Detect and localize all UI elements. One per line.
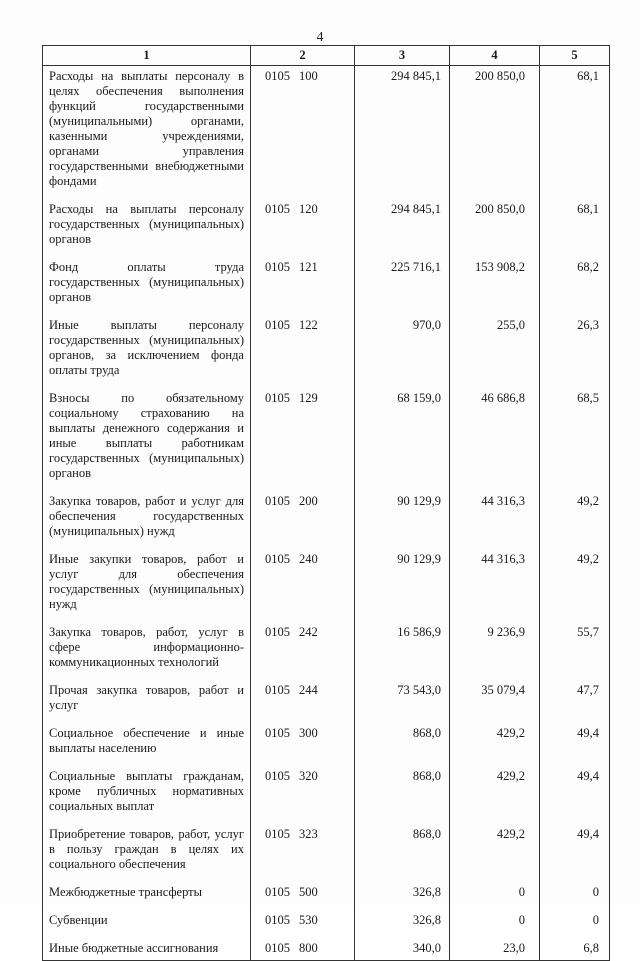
execution-percent: 0 [540, 913, 610, 941]
planned-amount: 340,0 [355, 941, 450, 961]
expense-type-code: 129 [299, 391, 318, 405]
row-code [251, 625, 355, 683]
execution-percent: 49,2 [540, 494, 610, 552]
section-code: 0105 [265, 260, 290, 274]
table-body [43, 66, 610, 961]
table-row [43, 552, 610, 625]
row-name: Иные закупки товаров, работ и услуг для обеспечения государственных (муниципальных) нужд [43, 552, 251, 625]
row-name: Расходы на выплаты персоналу в целях обеспечения выполнения функций государственными (муниципальными) органами, казенными учреждениями, органами управления государственными внебюджетными фондами [43, 66, 251, 203]
planned-amount: 294 845,1 [355, 202, 450, 260]
row-name: Фонд оплаты труда государственных (муниципальных) органов [43, 260, 251, 318]
expense-type-code: 120 [299, 202, 318, 216]
row-code [251, 941, 355, 961]
table-row [43, 827, 610, 885]
planned-amount: 73 543,0 [355, 683, 450, 726]
section-code: 0105 [265, 625, 290, 639]
section-code: 0105 [265, 726, 290, 740]
planned-amount: 90 129,9 [355, 494, 450, 552]
budget-table [42, 45, 610, 961]
row-name: Социальные выплаты гражданам, кроме публичных нормативных социальных выплат [43, 769, 251, 827]
executed-amount: 35 079,4 [450, 683, 540, 726]
table-row [43, 318, 610, 391]
execution-percent: 49,4 [540, 769, 610, 827]
row-name: Субвенции [43, 913, 251, 941]
table-row [43, 769, 610, 827]
row-name: Прочая закупка товаров, работ и услуг [43, 683, 251, 726]
row-name: Иные выплаты персоналу государственных (муниципальных) органов, за исключением фонда оплаты труда [43, 318, 251, 391]
row-code [251, 66, 355, 203]
planned-amount: 326,8 [355, 913, 450, 941]
planned-amount: 326,8 [355, 885, 450, 913]
section-code: 0105 [265, 494, 290, 508]
planned-amount: 16 586,9 [355, 625, 450, 683]
row-code [251, 726, 355, 769]
row-name: Иные бюджетные ассигнования [43, 941, 251, 961]
executed-amount: 44 316,3 [450, 494, 540, 552]
execution-percent: 55,7 [540, 625, 610, 683]
row-code [251, 885, 355, 913]
column-header: 1 [43, 46, 251, 66]
section-code: 0105 [265, 885, 290, 899]
expense-type-code: 200 [299, 494, 318, 508]
executed-amount: 44 316,3 [450, 552, 540, 625]
table-header-row [43, 46, 610, 66]
table-row [43, 494, 610, 552]
table-row [43, 66, 610, 203]
executed-amount: 255,0 [450, 318, 540, 391]
planned-amount: 970,0 [355, 318, 450, 391]
row-name: Взносы по обязательному социальному страхованию на выплаты денежного содержания и иные выплаты работникам государственных (муниципальных) органов [43, 391, 251, 494]
expense-type-code: 100 [299, 69, 318, 83]
section-code: 0105 [265, 202, 290, 216]
executed-amount: 0 [450, 913, 540, 941]
row-code [251, 683, 355, 726]
planned-amount: 868,0 [355, 726, 450, 769]
page-number: 4 [316, 30, 324, 45]
planned-amount: 68 159,0 [355, 391, 450, 494]
expense-type-code: 500 [299, 885, 318, 899]
planned-amount: 225 716,1 [355, 260, 450, 318]
row-name: Приобретение товаров, работ, услуг в пользу граждан в целях их социального обеспечения [43, 827, 251, 885]
column-header: 4 [450, 46, 540, 66]
planned-amount: 868,0 [355, 769, 450, 827]
executed-amount: 200 850,0 [450, 202, 540, 260]
expense-type-code: 242 [299, 625, 318, 639]
execution-percent: 49,4 [540, 726, 610, 769]
section-code: 0105 [265, 69, 290, 83]
expense-type-code: 320 [299, 769, 318, 783]
executed-amount: 0 [450, 885, 540, 913]
planned-amount: 868,0 [355, 827, 450, 885]
execution-percent: 49,4 [540, 827, 610, 885]
row-code [251, 202, 355, 260]
table-row [43, 941, 610, 961]
execution-percent: 0 [540, 885, 610, 913]
section-code: 0105 [265, 552, 290, 566]
executed-amount: 429,2 [450, 769, 540, 827]
row-name: Закупка товаров, работ и услуг для обеспечения государственных (муниципальных) нужд [43, 494, 251, 552]
section-code: 0105 [265, 827, 290, 841]
expense-type-code: 122 [299, 318, 318, 332]
executed-amount: 9 236,9 [450, 625, 540, 683]
planned-amount: 294 845,1 [355, 66, 450, 203]
row-name: Социальное обеспечение и иные выплаты населению [43, 726, 251, 769]
table-row [43, 683, 610, 726]
table-row [43, 260, 610, 318]
expense-type-code: 121 [299, 260, 318, 274]
expense-type-code: 300 [299, 726, 318, 740]
executed-amount: 429,2 [450, 827, 540, 885]
execution-percent: 68,1 [540, 66, 610, 203]
row-code [251, 391, 355, 494]
section-code: 0105 [265, 318, 290, 332]
table-row [43, 885, 610, 913]
table-row [43, 625, 610, 683]
row-name: Расходы на выплаты персоналу государственных (муниципальных) органов [43, 202, 251, 260]
execution-percent: 49,2 [540, 552, 610, 625]
execution-percent: 47,7 [540, 683, 610, 726]
row-code [251, 769, 355, 827]
expense-type-code: 240 [299, 552, 318, 566]
column-header: 5 [540, 46, 610, 66]
executed-amount: 200 850,0 [450, 66, 540, 203]
row-code [251, 913, 355, 941]
table-row [43, 913, 610, 941]
execution-percent: 6,8 [540, 941, 610, 961]
row-code [251, 827, 355, 885]
planned-amount: 90 129,9 [355, 552, 450, 625]
execution-percent: 68,1 [540, 202, 610, 260]
table-row [43, 202, 610, 260]
section-code: 0105 [265, 913, 290, 927]
table-row [43, 391, 610, 494]
executed-amount: 429,2 [450, 726, 540, 769]
expense-type-code: 323 [299, 827, 318, 841]
row-name: Межбюджетные трансферты [43, 885, 251, 913]
execution-percent: 68,5 [540, 391, 610, 494]
section-code: 0105 [265, 769, 290, 783]
row-code [251, 260, 355, 318]
expense-type-code: 800 [299, 941, 318, 955]
column-header: 2 [251, 46, 355, 66]
row-code [251, 494, 355, 552]
row-name: Закупка товаров, работ, услуг в сфере информационно-коммуникационных технологий [43, 625, 251, 683]
table-row [43, 726, 610, 769]
executed-amount: 23,0 [450, 941, 540, 961]
section-code: 0105 [265, 941, 290, 955]
execution-percent: 26,3 [540, 318, 610, 391]
column-header: 3 [355, 46, 450, 66]
expense-type-code: 530 [299, 913, 318, 927]
section-code: 0105 [265, 683, 290, 697]
executed-amount: 153 908,2 [450, 260, 540, 318]
section-code: 0105 [265, 391, 290, 405]
row-code [251, 552, 355, 625]
executed-amount: 46 686,8 [450, 391, 540, 494]
execution-percent: 68,2 [540, 260, 610, 318]
expense-type-code: 244 [299, 683, 318, 697]
row-code [251, 318, 355, 391]
